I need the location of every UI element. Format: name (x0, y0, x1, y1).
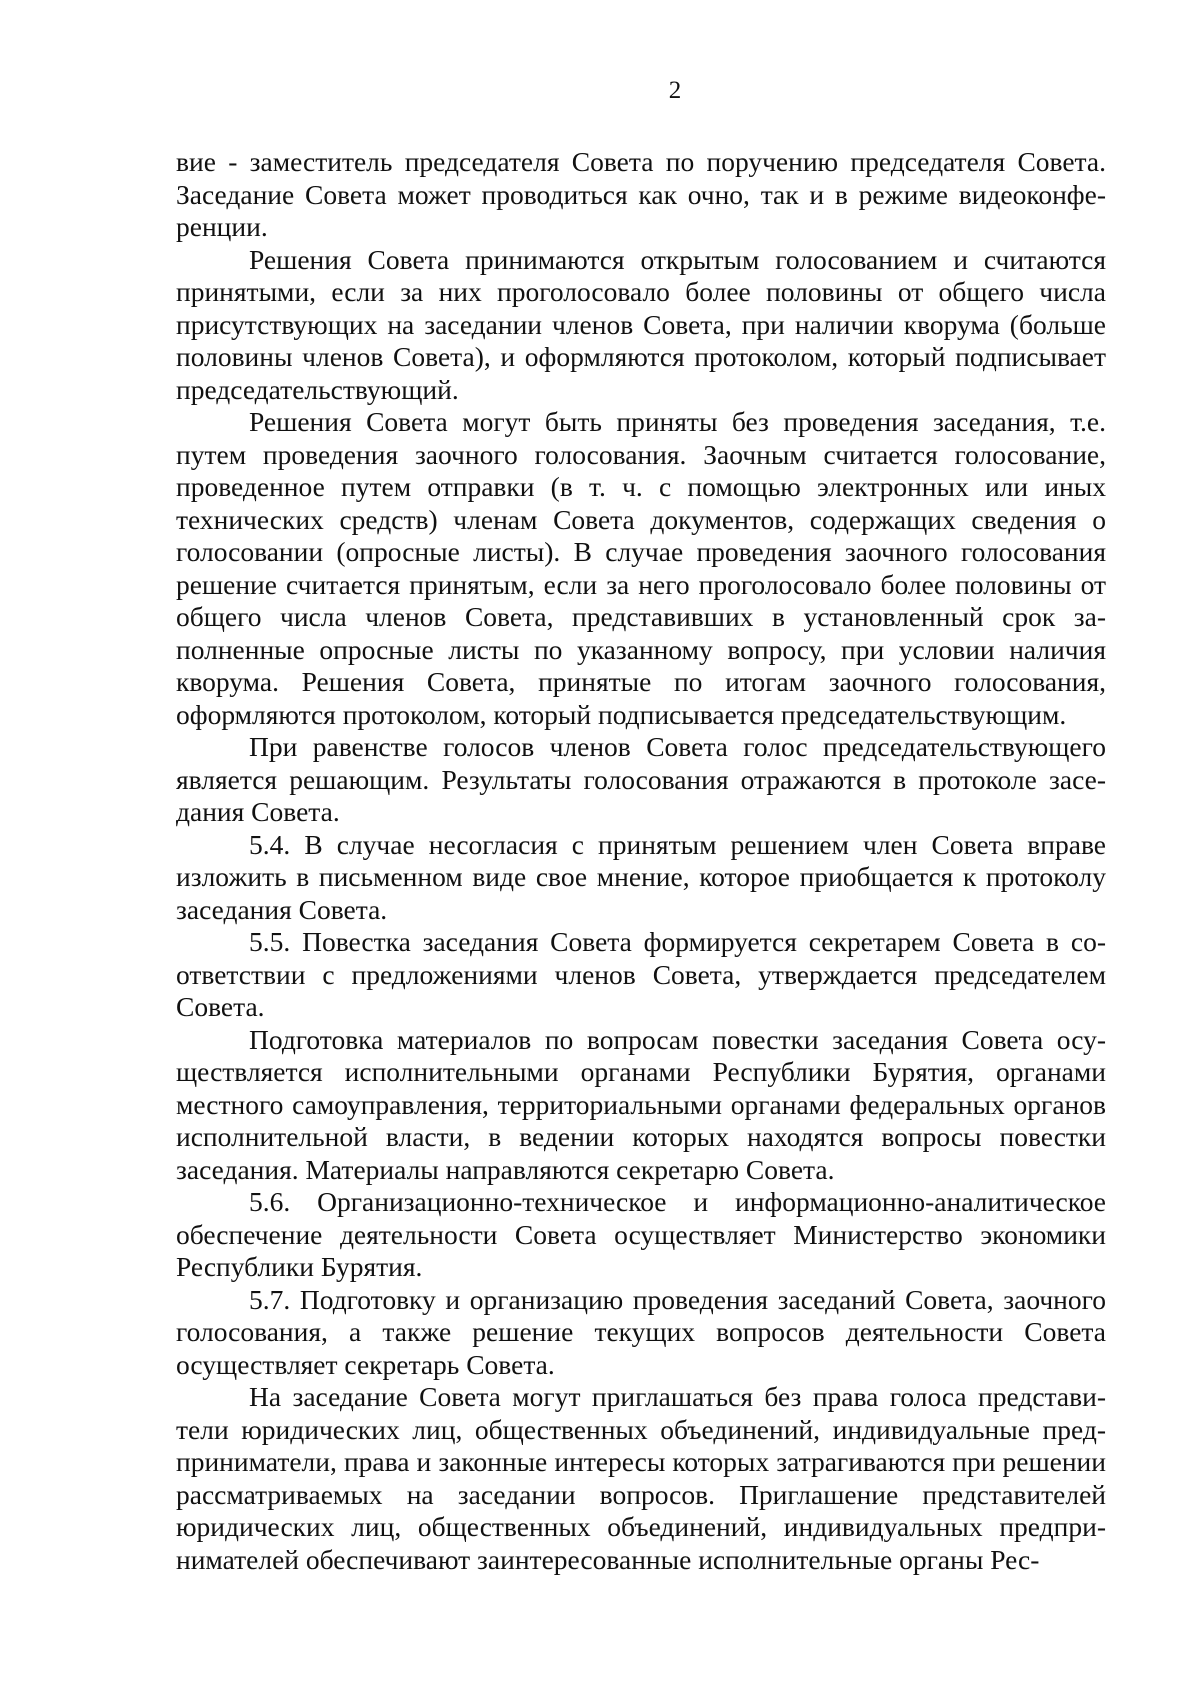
page-number: 2 (668, 77, 682, 104)
paragraph-5-6: 5.6. Организационно-техническое и информационно-аналитическое обеспечение деятельности Совета осуществляет Министерство экономики Республики Бурятия. (176, 1186, 1106, 1282)
paragraph-10: На заседание Совета могут приглашаться без права голоса представители юридических лиц, общественных объединений, индивидуальные предприниматели, права и законные интересы которых затрагиваются при решении рассматриваемых на заседании вопросов. Приглашение представителей юридических лиц, общественных объединений, индивидуальных предпринимателей обеспечивают заинтересованные исполнительные органы Рес- (176, 1381, 1106, 1575)
paragraph-3: Решения Совета могут быть приняты без проведения заседания, т.е. путем проведения заочного голосования. Заочным считается голосование, проведенное путем отправки (в т. ч. с помощью электронных или иных технических средств) членам Совета документов, содержащих сведения о голосовании (опросные листы). В случае проведения заочного голосования решение считается принятым, если за него проголосовало более половины от общего числа членов Совета, представивших в установленный срок заполненные опросные листы по указанному вопросу, при условии наличия кворума. Решения Совета, принятые по итогам заочного голосования, оформляются протоколом, который подписывается председательствующим. (176, 406, 1106, 730)
paragraph-5-5: 5.5. Повестка заседания Совета формируется секретарем Совета в соответствии с предложениями членов Совета, утверждается председателем Совета. (176, 926, 1106, 1022)
paragraph-5-4: 5.4. В случае несогласия с принятым решением член Совета вправе изложить в письменном виде свое мнение, которое приобщается к протоколу заседания Совета. (176, 828, 1106, 925)
document-body (176, 146, 1106, 1576)
paragraph-1: вие - заместитель председателя Совета по поручению председателя Совета. Заседание Совета может проводиться как очно, так и в режиме видеоконференции. (176, 146, 1106, 242)
paragraph-4: При равенстве голосов членов Совета голос председательствующего является решающим. Результаты голосования отражаются в протоколе заседания Совета. (176, 731, 1106, 827)
paragraph-7: Подготовка материалов по вопросам повестки заседания Совета осуществляется исполнительными органами Республики Бурятия, органами местного самоуправления, территориальными органами федеральных органов исполнительной власти, в ведении которых находятся вопросы повестки заседания. Материалы направляются секретарю Совета. (176, 1023, 1106, 1185)
paragraph-5-7: 5.7. Подготовку и организацию проведения заседаний Совета, заочного голосования, а также решение текущих вопросов деятельности Совета осуществляет секретарь Совета. (176, 1283, 1106, 1380)
paragraph-2: Решения Совета принимаются открытым голосованием и считаются принятыми, если за них проголосовало более половины от общего числа присутствующих на заседании членов Совета, при наличии кворума (больше половины членов Совета), и оформляются протоколом, который подписывает председательствующий. (176, 243, 1106, 405)
